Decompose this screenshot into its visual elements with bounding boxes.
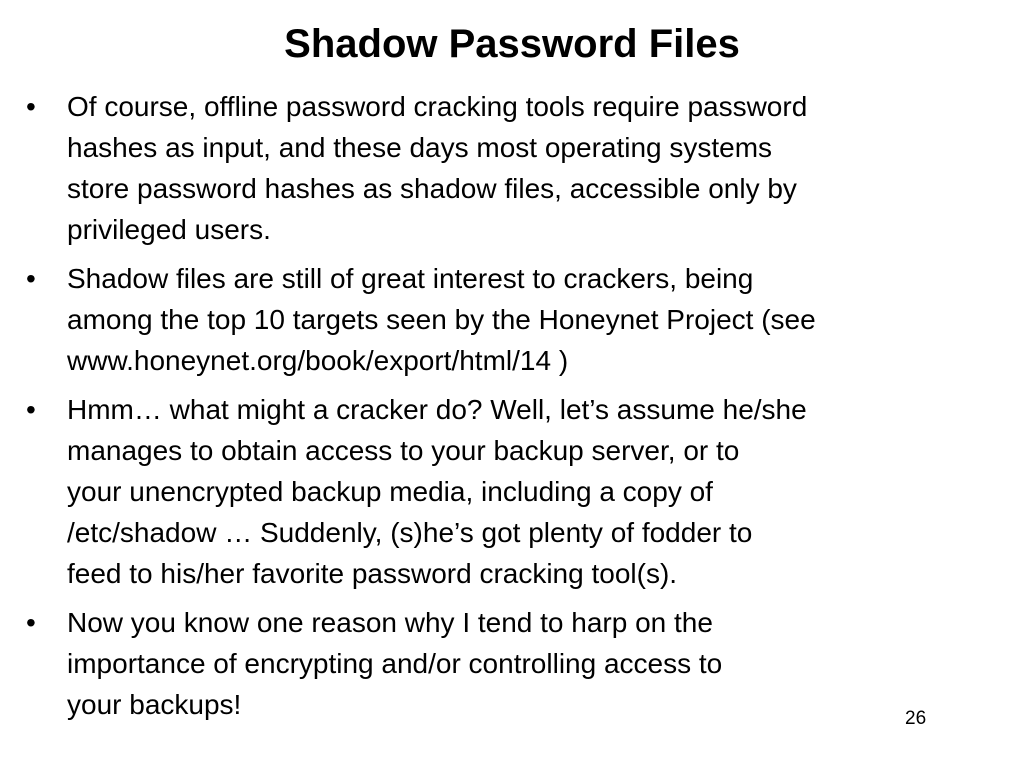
bullet-line: importance of encrypting and/or controlling access to: [67, 648, 723, 679]
bullet-line: /etc/shadow … Suddenly, (s)he’s got plenty of fodder to: [67, 517, 753, 548]
bullet-item: [26, 258, 986, 381]
bullet-icon: •: [26, 91, 36, 122]
bullet-item: [26, 389, 986, 594]
slide-title: Shadow Password Files: [284, 22, 740, 66]
bullet-line: store password hashes as shadow files, accessible only by: [67, 173, 797, 204]
bullet-line: manages to obtain access to your backup server, or to: [67, 435, 740, 466]
bullet-icon: •: [26, 394, 36, 425]
bullet-list: [26, 86, 986, 733]
bullet-line: hashes as input, and these days most operating systems: [67, 132, 773, 163]
bullet-icon: •: [26, 263, 36, 294]
bullet-line: privileged users.: [67, 214, 271, 245]
bullet-line: Hmm… what might a cracker do? Well, let’s assume he/she: [67, 394, 807, 425]
bullet-item: [26, 86, 986, 250]
bullet-icon: •: [26, 607, 36, 638]
bullet-line: your unencrypted backup media, including a copy of: [67, 476, 713, 507]
bullet-line: among the top 10 targets seen by the Honeynet Project (see: [67, 304, 816, 335]
bullet-line: your backups!: [67, 689, 242, 720]
bullet-line: Shadow files are still of great interest to crackers, being: [67, 263, 754, 294]
bullet-line: Now you know one reason why I tend to harp on the: [67, 607, 713, 638]
bullet-line: feed to his/her favorite password cracking tool(s).: [67, 558, 678, 589]
bullet-line: www.honeynet.org/book/export/html/14 ): [67, 345, 569, 376]
page-number: 26: [905, 708, 927, 729]
bullet-item: [26, 602, 986, 725]
bullet-line: Of course, offline password cracking tools require password: [67, 91, 808, 122]
